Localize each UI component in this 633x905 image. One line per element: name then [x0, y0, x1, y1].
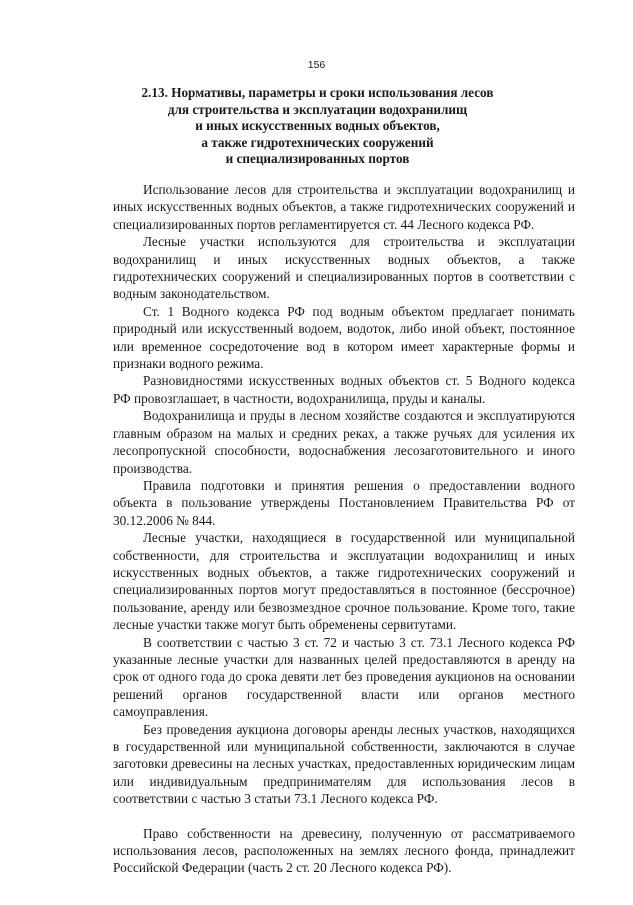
paragraph: В соответствии с частью 3 ст. 72 и частью 3 ст. 73.1 Лесного кодекса РФ указанные лесные участки для названных целей предоставляются в аренду на срок от одного года до срока девяти лет без проведения аукционов на основании решений органов государственной власти или органов местного самоуправления. [113, 634, 575, 720]
body-text [113, 181, 575, 877]
paragraph: Правила подготовки и принятия решения о предоставлении водного объекта в пользование утверждены Постановлением Правительства РФ от 30.12.2006 № 844. [113, 477, 575, 528]
heading-line: и специализированных портов [225, 151, 410, 166]
paragraph: Разновидностями искусственных водных объектов ст. 5 Водного кодекса РФ провозглашает, в частности, водохранилища, пруды и каналы. [113, 373, 575, 406]
heading-line: и иных искусственных водных объектов, [195, 118, 440, 133]
paragraph: Использование лесов для строительства и эксплуатации водохранилищ и иных искусственных водных объектов, а также гидротехнических сооружений и специализированных портов регламентируется ст. 44 Лесного кодекса РФ. [113, 182, 575, 232]
paragraph: Ст. 1 Водного кодекса РФ под водным объектом предлагает понимать природный или искусственный водоем, водоток, либо иной объект, постоянное или временное сосредоточение вод в котором имеет характерные формы и признаки водного режима. [113, 303, 575, 372]
heading-line: а также гидротехнических сооружений [201, 134, 434, 150]
paragraph: Лесные участки используются для строительства и эксплуатации водохранилищ и иных искусственных водных объектов, а также гидротехнических сооружений и специализированных портов в соответствии с водным законодательством. [113, 234, 575, 302]
heading-line: 2.13. Нормативы, параметры и сроки использования лесов [141, 85, 494, 100]
paragraph: Право собственности на древесину, полученную от рассматриваемого использования лесов, расположенных на землях лесного фонда, принадлежит Российской Федерации (часть 2 ст. 20 Лесного кодекса РФ). [113, 825, 575, 876]
paragraph: Без проведения аукциона договоры аренды лесных участков, находящихся в государственной или муниципальной собственности, заключаются в случае заготовки древесины на лесных участках, предоставленных юридическим лицам или индивидуальным предпринимателям для использования лесов в соответствии с частью 3 статьи 73.1 Лесного кодекса РФ. [113, 721, 575, 807]
heading-line: для строительства и эксплуатации водохранилищ [167, 101, 468, 117]
paragraph: Лесные участки, находящиеся в государственной или муниципальной собственности, для строительства и эксплуатации водохранилищ и иных искусственных водных объектов, а также гидротехнических сооружений и специализированных портов могут предоставляться в постоянное (бессрочное) пользование, аренду или безвозмездное срочное пользование. Кроме того, такие лесные участки также могут быть обременены сервитутами. [113, 530, 575, 633]
paragraph: Водохранилища и пруды в лесном хозяйстве создаются и эксплуатируются главным образом на малых и средних реках, а также ручьях для усиления их лесопропускной способности, водоснабжения лесозаготовительного и иного производства. [113, 408, 575, 476]
page-number: 156 [307, 59, 326, 71]
section-heading [110, 85, 525, 168]
